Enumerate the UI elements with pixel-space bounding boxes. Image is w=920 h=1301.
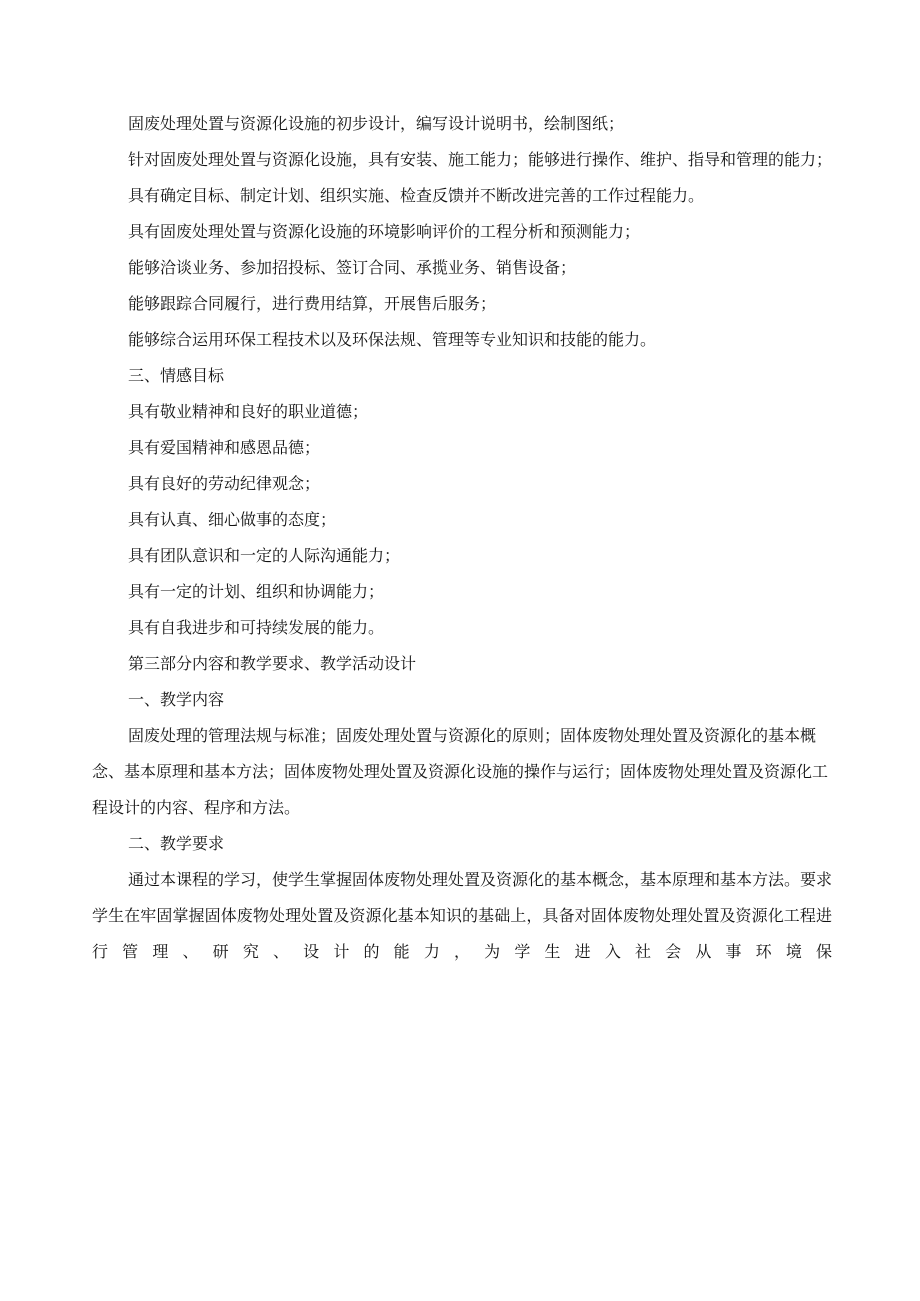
paragraph-7: 能够综合运用环保工程技术以及环保法规、管理等专业知识和技能的能力。 <box>128 330 657 349</box>
document-page <box>92 106 832 970</box>
paragraph-teaching-requirements: 通过本课程的学习，使学生掌握固体废物处理处置及资源化的基本概念，基本原理和基本方法。要求学生在牢固掌握固体废物处理处置及资源化基本知识的基础上，具备对固体废物处理处置及资源化工程进行管理、研究、设计的能力，为学生进入社会从事环境保 <box>92 870 833 961</box>
paragraph-14: 具有自我进步和可持续发展的能力。 <box>128 618 385 637</box>
paragraph-teaching-content: 固废处理的管理法规与标准；固废处理处置与资源化的原则；固体废物处理处置及资源化的基本概念、基本原理和基本方法；固体废物处理处置及资源化设施的操作与运行；固体废物处理处置及资源化工程设计的内容、程序和方法。 <box>92 726 829 817</box>
paragraph-4: 具有固废处理处置与资源化设施的环境影响评价的工程分析和预测能力； <box>128 222 641 241</box>
section-heading-emotional-goals: 三、情感目标 <box>128 366 225 385</box>
section-heading-teaching-content: 一、教学内容 <box>128 690 225 709</box>
paragraph-8: 具有敬业精神和良好的职业道德； <box>128 402 369 421</box>
part-heading-part-three: 第三部分内容和教学要求、教学活动设计 <box>128 654 417 673</box>
paragraph-9: 具有爱国精神和感恩品德； <box>128 438 321 457</box>
paragraph-3: 具有确定目标、制定计划、组织实施、检查反馈并不断改进完善的工作过程能力。 <box>128 186 705 205</box>
section-heading-teaching-requirements: 二、教学要求 <box>128 834 225 853</box>
paragraph-6: 能够跟踪合同履行，进行费用结算，开展售后服务； <box>128 294 497 313</box>
paragraph-5: 能够洽谈业务、参加招投标、签订合同、承揽业务、销售设备； <box>128 258 577 277</box>
paragraph-12: 具有团队意识和一定的人际沟通能力； <box>128 546 401 565</box>
paragraph-13: 具有一定的计划、组织和协调能力； <box>128 582 385 601</box>
paragraph-11: 具有认真、细心做事的态度； <box>128 510 337 529</box>
paragraph-10: 具有良好的劳动纪律观念； <box>128 474 321 493</box>
paragraph-2: 针对固废处理处置与资源化设施，具有安装、施工能力；能够进行操作、维护、指导和管理的能力； <box>128 150 833 169</box>
paragraph-1: 固废处理处置与资源化设施的初步设计，编写设计说明书，绘制图纸； <box>128 114 625 133</box>
